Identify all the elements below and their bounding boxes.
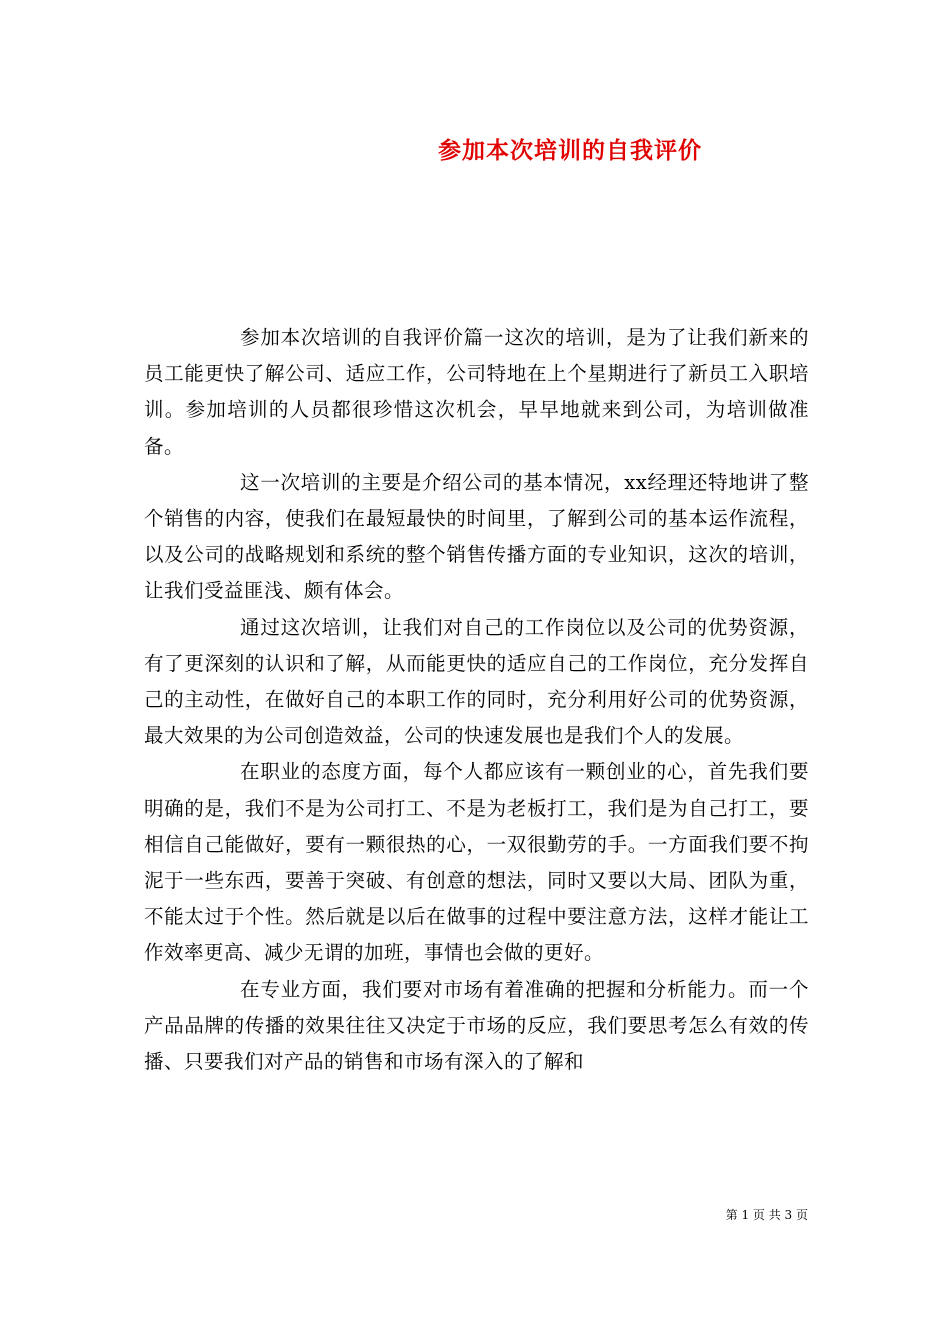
- page-number-footer: 第 1 页 共 3 页: [725, 1208, 808, 1222]
- paragraph-3: 通过这次培训，让我们对自己的工作岗位以及公司的优势资源，有了更深刻的认识和了解，从而能更快的适应自己的工作岗位，充分发挥自己的主动性，在做好自己的本职工作的同时，充分利用好公司的优势资源，最大效果的为公司创造效益，公司的快速发展也是我们个人的发展。: [144, 615, 809, 748]
- document-title: 参加本次培训的自我评价: [438, 137, 702, 164]
- paragraph-2: 这一次培训的主要是介绍公司的基本情况，xx经理还特地讲了整个销售的内容，使我们在最短最快的时间里，了解到公司的基本运作流程，以及公司的战略规划和系统的整个销售传播方面的专业知识，这次的培训，让我们受益匪浅、颇有体会。: [144, 470, 809, 603]
- document-body: [144, 320, 809, 1080]
- paragraph-4: 在职业的态度方面，每个人都应该有一颗创业的心，首先我们要明确的是，我们不是为公司打工、不是为老板打工，我们是为自己打工，要相信自己能做好，要有一颗很热的心，一双很勤劳的手。一方面我们要不拘泥于一些东西，要善于突破、有创意的想法，同时又要以大局、团队为重，不能太过于个性。然后就是以后在做事的过程中要注意方法，这样才能让工作效率更高、减少无谓的加班，事情也会做的更好。: [144, 760, 809, 965]
- paragraph-5: 在专业方面，我们要对市场有着准确的把握和分析能力。而一个产品品牌的传播的效果往往又决定于市场的反应，我们要思考怎么有效的传播、只要我们对产品的销售和市场有深入的了解和: [144, 977, 809, 1074]
- paragraph-1: 参加本次培训的自我评价篇一这次的培训，是为了让我们新来的员工能更快了解公司、适应工作，公司特地在上个星期进行了新员工入职培训。参加培训的人员都很珍惜这次机会，早早地就来到公司，为培训做准备。: [144, 326, 809, 458]
